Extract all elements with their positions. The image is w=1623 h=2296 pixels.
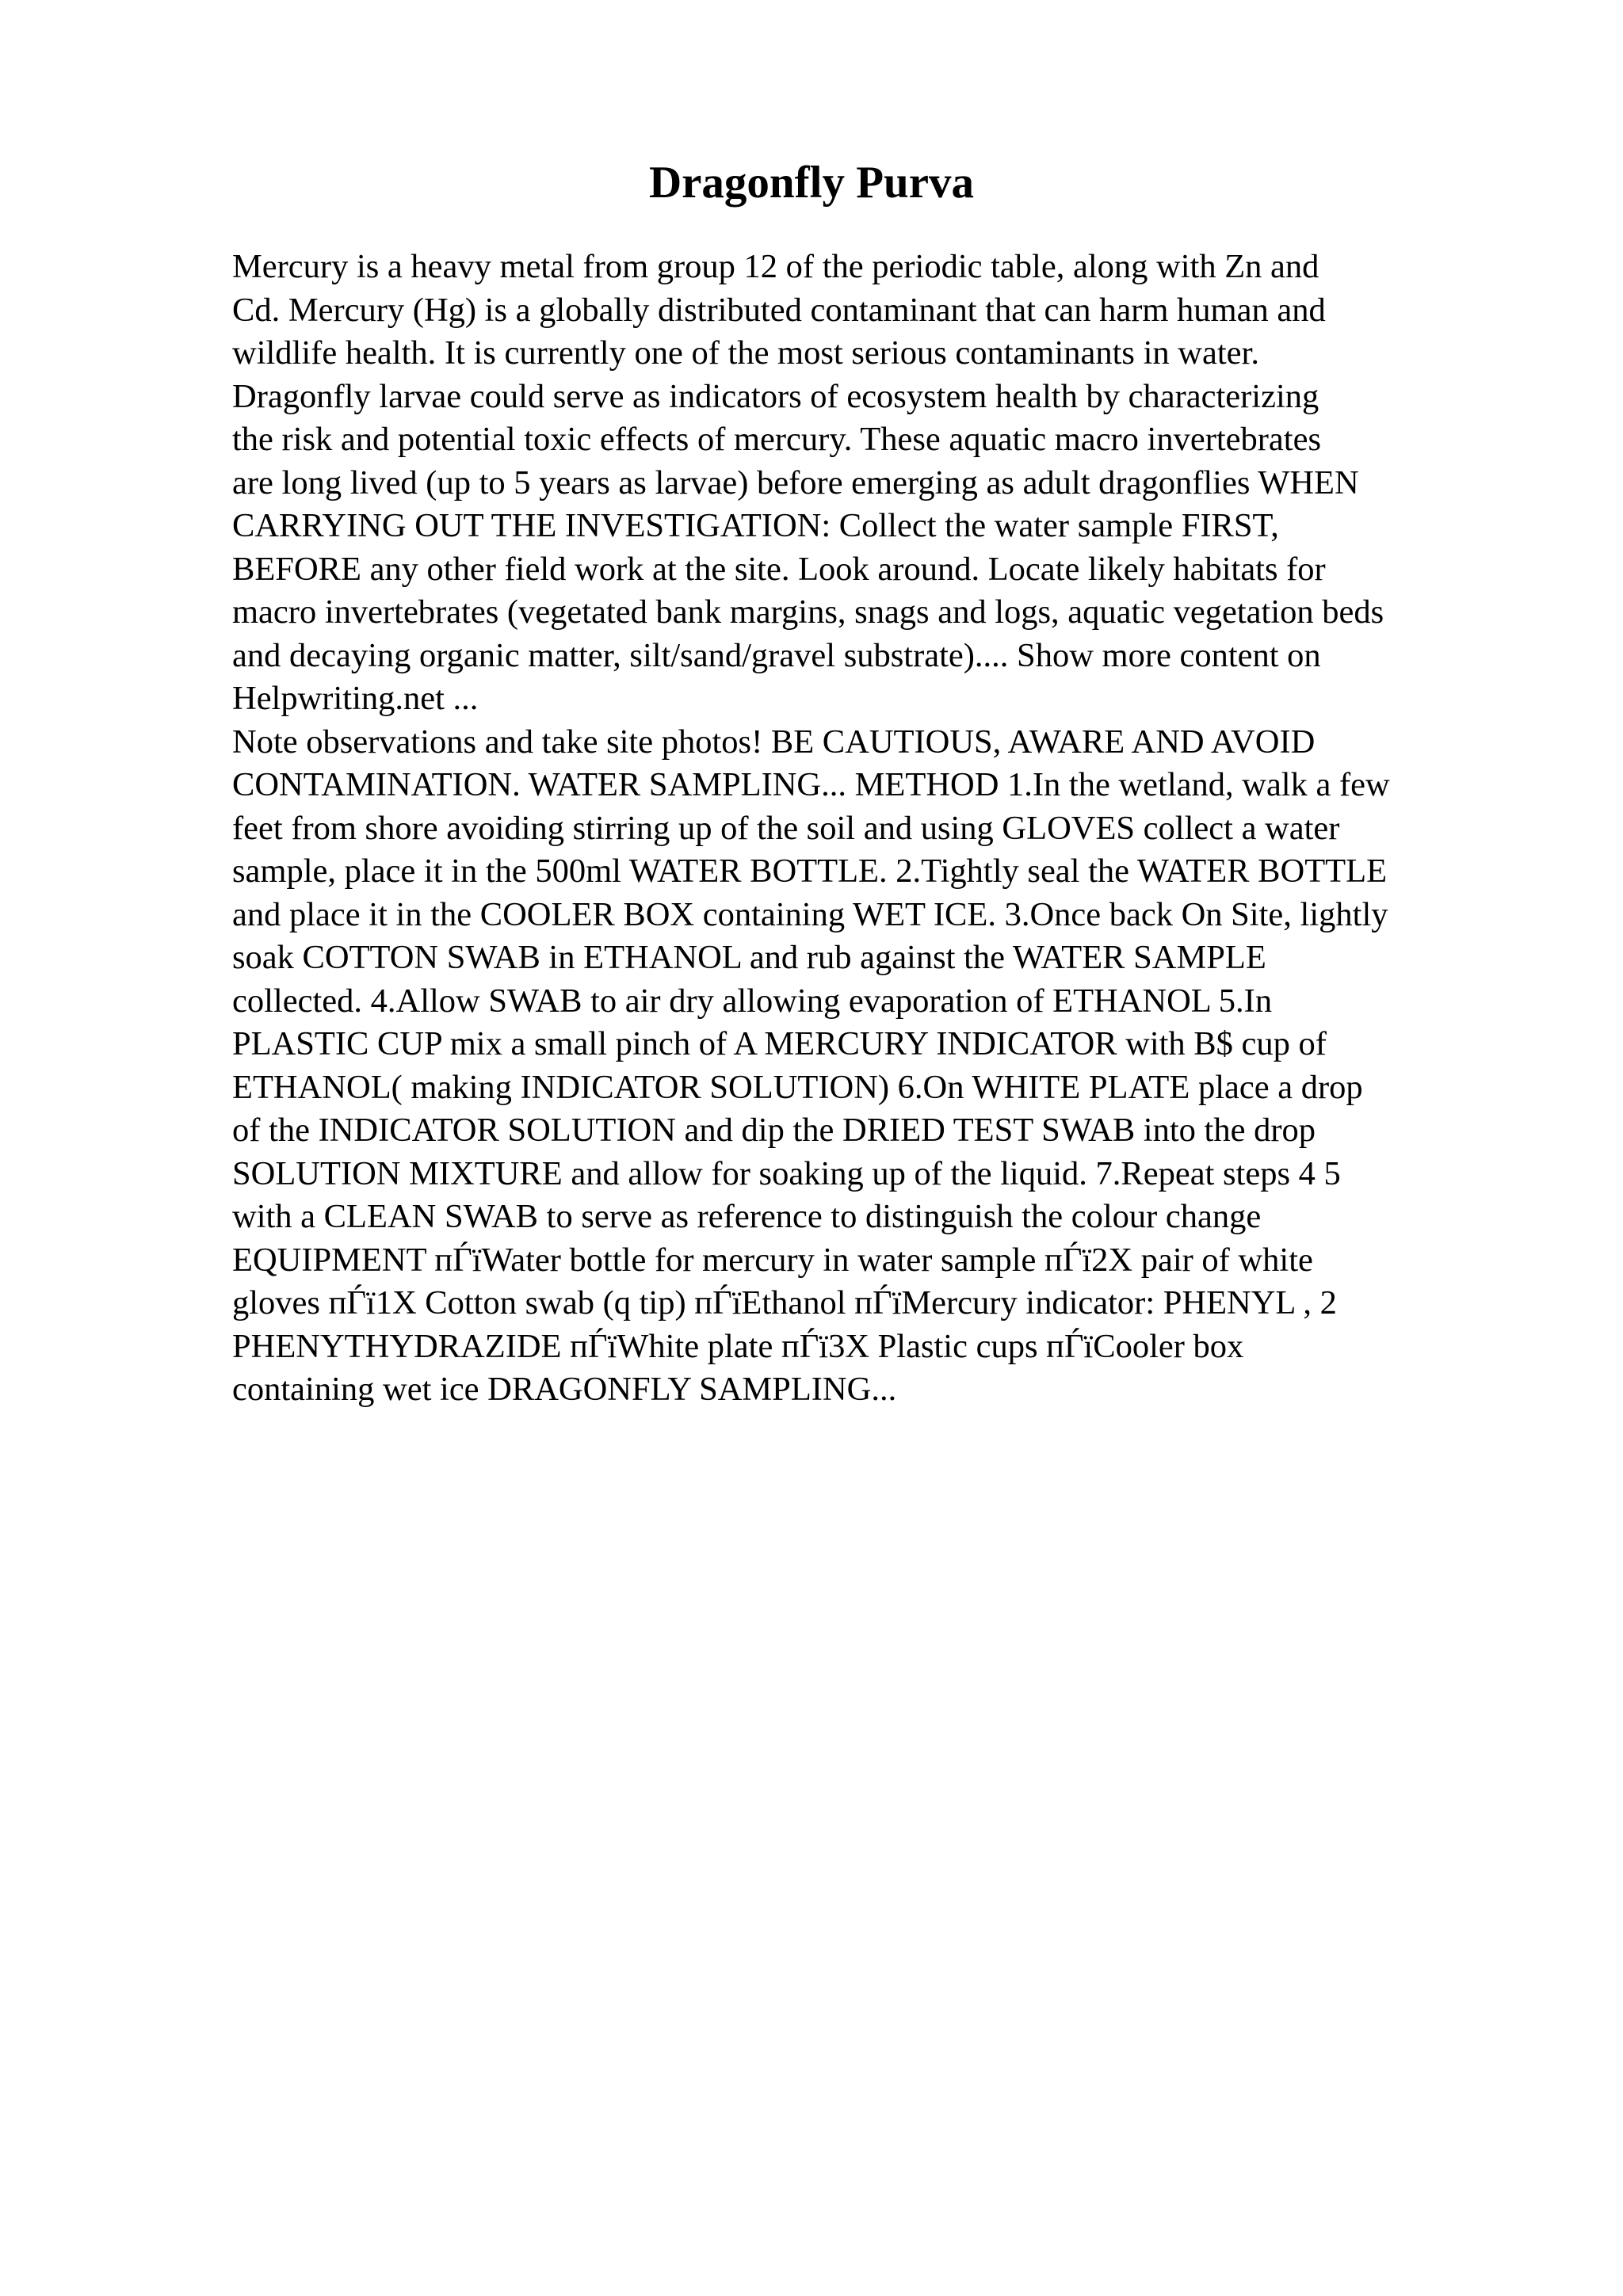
body-line: and decaying organic matter, silt/sand/gravel substrate).... Show more content on [232, 636, 1321, 674]
body-line: Note observations and take site photos! BE CAUTIOUS, AWARE AND AVOID [232, 723, 1316, 761]
body-line: Cd. Mercury (Hg) is a globally distributed contaminant that can harm human and [232, 291, 1326, 329]
body-line: and place it in the COOLER BOX containing WET ICE. 3.Once back On Site, lightly [232, 895, 1388, 933]
body-line: Dragonfly larvae could serve as indicators of ecosystem health by characterizing [232, 377, 1319, 415]
body-line: containing wet ice DRAGONFLY SAMPLING... [232, 1371, 897, 1408]
body-line: sample, place it in the 500ml WATER BOTTLE. 2.Tightly seal the WATER BOTTLE [232, 852, 1388, 890]
body-line: SOLUTION MIXTURE and allow for soaking up of the liquid. 7.Repeat steps 4 5 [232, 1154, 1341, 1192]
body-line: collected. 4.Allow SWAB to air dry allowing evaporation of ETHANOL 5.In [232, 982, 1273, 1020]
body-line: gloves пЃї1X Cotton swab (q tip) пЃїEthanol пЃїMercury indicator: PHENYL , 2 [232, 1284, 1337, 1322]
body-line: with a CLEAN SWAB to serve as reference to distinguish the colour change [232, 1198, 1262, 1235]
body-line: BEFORE any other field work at the site. Look around. Locate likely habitats for [232, 550, 1326, 588]
body-line: are long lived (up to 5 years as larvae) before emerging as adult dragonflies WHEN [232, 463, 1359, 502]
body-line: CARRYING OUT THE INVESTIGATION: Collect the water sample FIRST, [232, 507, 1279, 544]
body-line: the risk and potential toxic effects of mercury. These aquatic macro invertebrates [232, 421, 1322, 458]
body-line: wildlife health. It is currently one of the most serious contaminants in water. [232, 334, 1259, 372]
body-line: Mercury is a heavy metal from group 12 of the periodic table, along with Zn and [232, 248, 1319, 285]
body-line: PLASTIC CUP mix a small pinch of A MERCURY INDICATOR with В$ cup of [232, 1025, 1327, 1062]
body-line: EQUIPMENT пЃїWater bottle for mercury in water sample пЃї2X pair of white [232, 1241, 1313, 1279]
body-line: Helpwriting.net ... [232, 680, 479, 717]
body-line: PHENYTHYDRAZIDE пЃїWhite plate пЃї3X Plastic cups пЃїCooler box [232, 1327, 1244, 1365]
body-line: CONTAMINATION. WATER SAMPLING... METHOD 1.In the wetland, walk a few [232, 766, 1390, 803]
body-line: feet from shore avoiding stirring up of the soil and using GLOVES collect a water [232, 809, 1340, 847]
body-line: macro invertebrates (vegetated bank margins, snags and logs, aquatic vegetation beds [232, 593, 1384, 631]
document-body [232, 246, 1532, 1412]
document-title: Dragonfly Purva [648, 158, 975, 208]
body-line: of the INDICATOR SOLUTION and dip the DRIED TEST SWAB into the drop [232, 1112, 1316, 1149]
body-line: ETHANOL( making INDICATOR SOLUTION) 6.On WHITE PLATE place a drop [232, 1068, 1363, 1106]
body-line: soak COTTON SWAB in ETHANOL and rub against the WATER SAMPLE [232, 939, 1266, 976]
